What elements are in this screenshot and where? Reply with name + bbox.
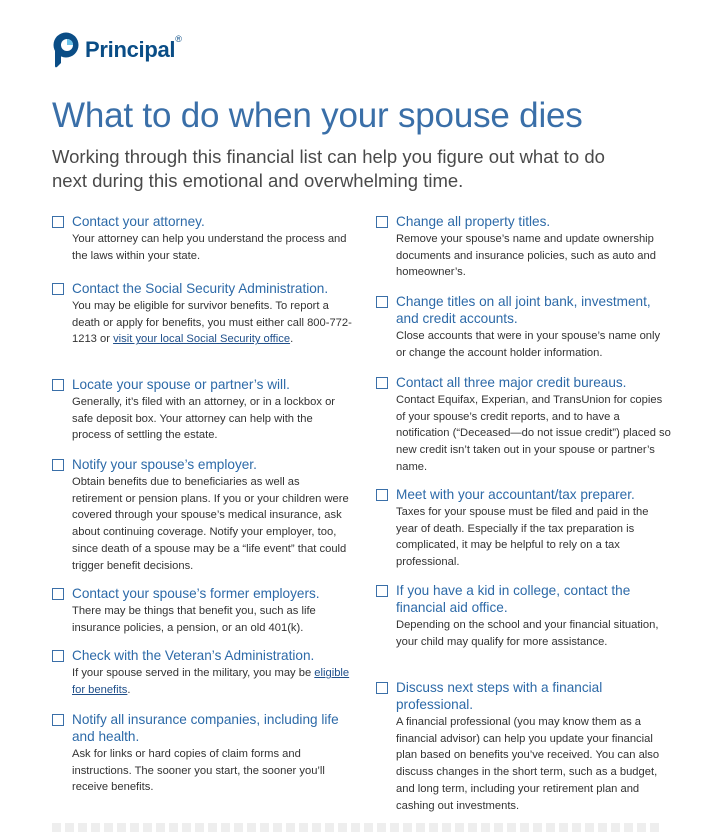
item-description: Ask for links or hard copies of claim forms and instructions. The sooner you start, the sooner you’ll receive benefits.: [72, 748, 325, 794]
item-title: Notify your spouse’s employer.: [72, 457, 257, 472]
checkbox[interactable]: [52, 588, 64, 600]
checkbox[interactable]: [376, 489, 388, 501]
item-title: Contact all three major credit bureaus.: [396, 375, 627, 390]
item-title: Meet with your accountant/tax preparer.: [396, 487, 635, 502]
checklist-item: [52, 280, 352, 376]
item-title: Contact your spouse’s former employers.: [72, 586, 320, 601]
item-title: If you have a kid in college, contact the financial aid office.: [396, 583, 631, 615]
checklist-item: [376, 486, 672, 582]
checkbox[interactable]: [52, 379, 64, 391]
checklist-item: [52, 647, 352, 711]
principal-logo-icon: [52, 32, 80, 68]
checkbox[interactable]: [52, 459, 64, 471]
principal-logo: [52, 32, 182, 68]
checkbox[interactable]: [376, 296, 388, 308]
item-title: Locate your spouse or partner’s will.: [72, 377, 290, 392]
item-title: Contact the Social Security Administration.: [72, 281, 329, 296]
eligible-for-benefits-link[interactable]: eligible for benefits: [72, 667, 350, 696]
item-description: There may be things that benefit you, such as life insurance policies, a pension, or an old 401(k).: [72, 605, 316, 634]
item-description: Generally, it’s filed with an attorney, or in a lockbox or safe deposit box. Your attorney can help with the process of settling the estate.: [72, 396, 336, 442]
item-description: Contact Equifax, Experian, and TransUnion for copies of your spouse’s credit reports, and to have a notification (“Deceased—do not issue credit”) placed so new credit isn’t taken out in your spouse or partner’s name.: [396, 394, 671, 473]
checklist-item: [52, 711, 352, 796]
item-title: Notify all insurance companies, including life and health.: [72, 712, 339, 744]
page-title: What to do when your spouse dies: [52, 96, 583, 135]
item-description: Close accounts that were in your spouse’s name only or change the account holder information.: [396, 330, 661, 359]
checklist-item: [376, 374, 672, 486]
checklist-item: [52, 213, 352, 280]
checklist-item: [376, 293, 672, 374]
checkbox[interactable]: [376, 216, 388, 228]
item-description: A financial professional (you may know them as a financial advisor) can help you update your financial plan based on benefits you’ve received. You can also discuss changes in the short term, such as a budget, and long term, including your retirement plan and cashing out investments.: [396, 716, 660, 812]
item-title: Check with the Veteran’s Administration.: [72, 648, 315, 663]
checklist-item: [376, 213, 672, 293]
checkbox[interactable]: [52, 714, 64, 726]
item-title: Contact your attorney.: [72, 214, 205, 229]
checkbox[interactable]: [376, 585, 388, 597]
left-checklist: [52, 213, 352, 796]
item-description: Your attorney can help you understand the process and the laws within your state.: [72, 233, 347, 262]
item-description: Depending on the school and your financial situation, your child may qualify for more assistance.: [396, 619, 659, 648]
brand-name: Principal®: [85, 34, 182, 62]
cut-off-text-line: [52, 823, 662, 832]
item-description: If your spouse served in the military, you may be eligible for benefits.: [72, 667, 350, 696]
checklist-item: [52, 456, 352, 585]
checkbox[interactable]: [52, 216, 64, 228]
page-subtitle: Working through this financial list can help you figure out what to do next during this emotional and overwhelming time.: [52, 146, 605, 191]
social-security-office-link[interactable]: visit your local Social Security office: [113, 333, 291, 346]
item-description: Remove your spouse’s name and update ownership documents and insurance policies, such as auto and homeowner’s.: [396, 233, 656, 279]
item-description: You may be eligible for survivor benefits. To report a death or apply for benefits, you must either call 800-772-1213 or visit your local Social Security office.: [72, 300, 352, 346]
checklist-item: [376, 582, 672, 679]
checkbox[interactable]: [376, 682, 388, 694]
checkbox[interactable]: [376, 377, 388, 389]
checkbox[interactable]: [52, 650, 64, 662]
checklist-item: [376, 679, 672, 814]
item-description: Obtain benefits due to beneficiaries as well as retirement or pension plans. If you or your children were covered through your spouse’s medical insurance, ask about continuing coverage. Notify your employer, too, since death of a spouse may be a “life event” that could trigger benefit decisions.: [72, 476, 349, 572]
checklist-item: [52, 585, 352, 647]
checkbox[interactable]: [52, 283, 64, 295]
item-title: Discuss next steps with a financial professional.: [396, 680, 603, 712]
checklist-item: [52, 376, 352, 456]
right-checklist: [376, 213, 672, 814]
item-title: Change all property titles.: [396, 214, 551, 229]
item-description: Taxes for your spouse must be filed and paid in the year of death. Especially if the tax preparation is complicated, it may be helpful to rely on a tax professional.: [396, 506, 649, 569]
item-title: Change titles on all joint bank, investment, and credit accounts.: [396, 294, 651, 326]
